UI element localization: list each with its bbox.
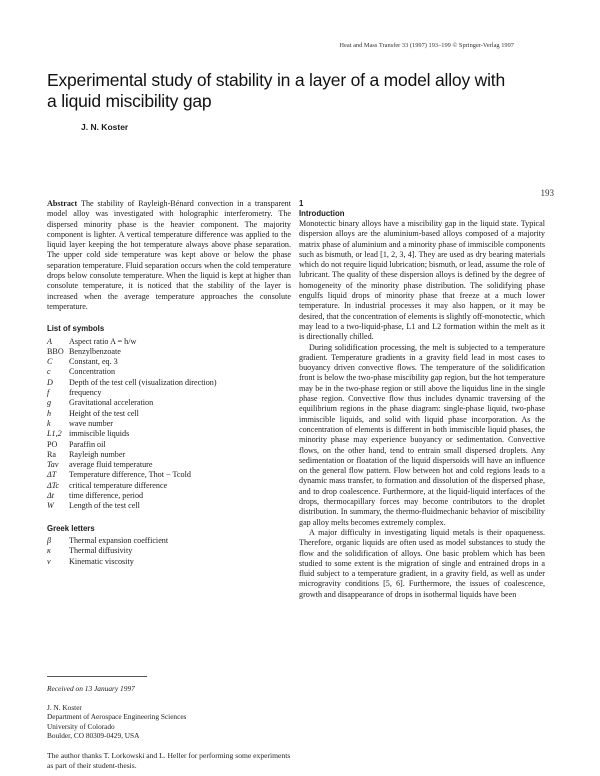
symbol-row (47, 367, 291, 377)
symbol-row (47, 409, 291, 419)
section-heading: Introduction (299, 209, 345, 218)
intro-paragraph-1: Monotectic binary alloys have a miscibility gap in the liquid state. Typical dispersion alloys are the aluminium-based alloys composed of a majority matrix phase of aluminium and a minority phase of immiscible components such as bismuth, or lead [1, 2, 3, 4]. They are used as dry bearing materials which do not require liquid lubrication; bismuth, or lead, assume the role of lubricant. The quality of these dispersion alloys is defined by the degree of homogeneity of the minority phase distribution. The solidifying phase engulfs liquid drops of minority phase that freeze at a much lower temperature. In industrial processes it may also happen, or it may be desired, that the concentration of elements is slightly off-monotectic, which may lead to a two-liquid-phase, L1 and L2 formation within the melt as it is directionally chilled. (299, 219, 545, 342)
symbol-desc: time difference, period (69, 491, 144, 501)
symbol-desc: critical temperature difference (69, 480, 168, 490)
abstract-text: The stability of Rayleigh-Bénard convection in a transparent model alloy was investigated with holographic interferometry. The dispersed minority phase is the heavier component. The majority component is lighter. A vertical temperature difference was applied to the liquid layer keeping the hot temperature always above phase separation. The upper cold side temperature was kept above or below the phase separation temperature. Fluid separation occurs when the cold temperature drops below consolute temperature. When the liquid is kept at higher than consolute temperature, it is noticed that the stability of the layer is increased when the average temperature approaches the consolute temperature. (47, 199, 291, 311)
symbol-key: ν (47, 556, 51, 566)
page-number: 193 (540, 188, 554, 198)
symbol-row (47, 546, 291, 556)
symbol-key: Ra (47, 449, 57, 459)
symbol-key: W (47, 501, 54, 511)
symbol-row (47, 337, 291, 347)
author-address (47, 703, 186, 741)
symbol-key: ΔT (47, 470, 57, 480)
symbol-row (47, 388, 291, 398)
symbol-desc: Concentration (69, 367, 116, 377)
footnote-divider (47, 676, 147, 677)
acknowledgement: The author thanks T. Lorkowski and L. Heller for performing some experiments as part of their student-thesis. (47, 751, 291, 770)
symbol-desc: Thermal diffusivity (69, 546, 133, 556)
symbol-key: A (47, 336, 52, 346)
symbol-row (47, 398, 291, 408)
symbol-row (47, 470, 291, 480)
intro-paragraph-3: A major difficulty in investigating liquid metals is their opaqueness. Therefore, organic liquids are often used as model substances to study the flow and the solidification of alloys. One basic problem which has been studied to some extent is the migration of single and entrained drops in a fluid subject to a temperature gradient, in a gravity field, as well as under microgravity conditions [5, 6]. Furthermore, the issues of coalescence, growth and disappearance of drops in isothermal liquids have been (299, 527, 545, 599)
symbol-key: κ (47, 546, 51, 556)
left-column (47, 199, 291, 567)
symbol-row (47, 347, 291, 357)
symbol-desc: Height of the test cell (69, 408, 139, 418)
symbol-row (47, 419, 291, 429)
symbol-row (47, 557, 291, 567)
symbol-key: BBO (47, 346, 64, 356)
address-dept: Department of Aerospace Engineering Sciences (47, 712, 187, 722)
journal-header: Heat and Mass Transfer 33 (1997) 193–199 © Springer-Verlag 1997 (339, 42, 514, 49)
paper-title: Experimental study of stability in a layer of a model alloy with a liquid miscibility gap (47, 70, 505, 111)
symbol-key: h (47, 408, 52, 418)
symbols-heading: List of symbols (47, 324, 105, 334)
symbol-key: Δt (47, 491, 55, 501)
symbol-desc: Paraffin oil (69, 439, 106, 449)
symbol-key: L1,2 (47, 429, 62, 439)
intro-paragraph-2: During solidification processing, the melt is subjected to a temperature gradient. Temperature gradients in a gravity field lead in most cases to buoyancy driven convective flows. The temperature of the solidification front is below the two-phase miscibility gap region, but the hot temperature may be in the two-phase region or still above the liquidus line in the single phase region. Convective flow thus includes dynamic traversing of the equilibrium regions in the phase diagram: single-phase liquid, two-phase immiscible liquids, and solid with liquid phase incorporation. As the concentration of elements is different in both immiscible liquid phases, the minority phase may experience buoyancy or sedimentation. Convective flows, on the other hand, tend to entrain small dispersed droplets. Any sedimentation or floatation of the liquid dispersoids will have an influence on the general flow pattern. Flow between hot and cold regions leads to a dynamic mass transfer, to formation and dissolution of the dispersed phase, and to drop coalescence. Furthermore, at the liquid-liquid interfaces of the drops, thermocapillary forces may become contributors to the droplet distribution. In summary, the thermo-fluidmechanic behavior of miscibility gap alloy melts becomes extremely complex. (299, 342, 545, 527)
symbol-key: C (47, 357, 53, 367)
symbol-desc: Aspect ratio A = h/w (69, 336, 137, 346)
symbol-desc: Rayleigh number (69, 449, 126, 459)
address-city: Boulder, CO 80309-0429, USA (47, 731, 140, 741)
symbol-desc: Thermal expansion coefficient (69, 535, 169, 545)
symbol-row (47, 378, 291, 388)
symbol-desc: wave number (69, 418, 113, 428)
greek-list (47, 536, 291, 567)
symbol-desc: Depth of the test cell (visualization direction) (69, 377, 217, 387)
symbol-key: PO (47, 439, 58, 449)
symbol-desc: Length of the test cell (69, 501, 140, 511)
greek-heading: Greek letters (47, 523, 95, 533)
symbol-row (47, 536, 291, 546)
symbol-desc: frequency (69, 388, 102, 398)
abstract-label: Abstract (47, 199, 78, 208)
section-number: 1 (299, 199, 304, 208)
address-name: J. N. Koster (47, 703, 82, 712)
symbol-key: β (47, 535, 52, 545)
symbol-key: k (47, 418, 51, 428)
symbol-key: Tav (47, 460, 59, 470)
symbol-row (47, 450, 291, 460)
symbol-key: g (47, 398, 52, 408)
symbol-key: c (47, 367, 51, 377)
received-date: Received on 13 January 1997 (47, 684, 135, 693)
right-column (299, 199, 545, 600)
symbol-row (47, 501, 291, 511)
symbol-desc: immiscible liquids (69, 429, 130, 439)
symbol-row (47, 440, 291, 450)
symbol-key: f (47, 388, 50, 398)
symbol-row (47, 491, 291, 501)
symbols-list (47, 337, 291, 512)
symbol-desc: Kinematic viscosity (69, 556, 134, 566)
symbol-row (47, 460, 291, 470)
symbol-row (47, 357, 291, 367)
symbol-row (47, 481, 291, 491)
symbol-desc: Constant, eq. 3 (69, 357, 118, 367)
address-univ: University of Colorado (47, 721, 115, 731)
abstract (47, 199, 291, 312)
symbol-key: D (47, 377, 53, 387)
symbol-desc: Gravitational acceleration (69, 398, 154, 408)
symbol-desc: Temperature difference, Thot − Tcold (69, 470, 191, 480)
symbol-row (47, 429, 291, 439)
symbol-desc: average fluid temperature (69, 460, 153, 470)
symbol-desc: Benzylbenzoate (69, 346, 121, 356)
symbol-key: ΔTc (47, 480, 60, 490)
author-name: J. N. Koster (81, 122, 129, 132)
